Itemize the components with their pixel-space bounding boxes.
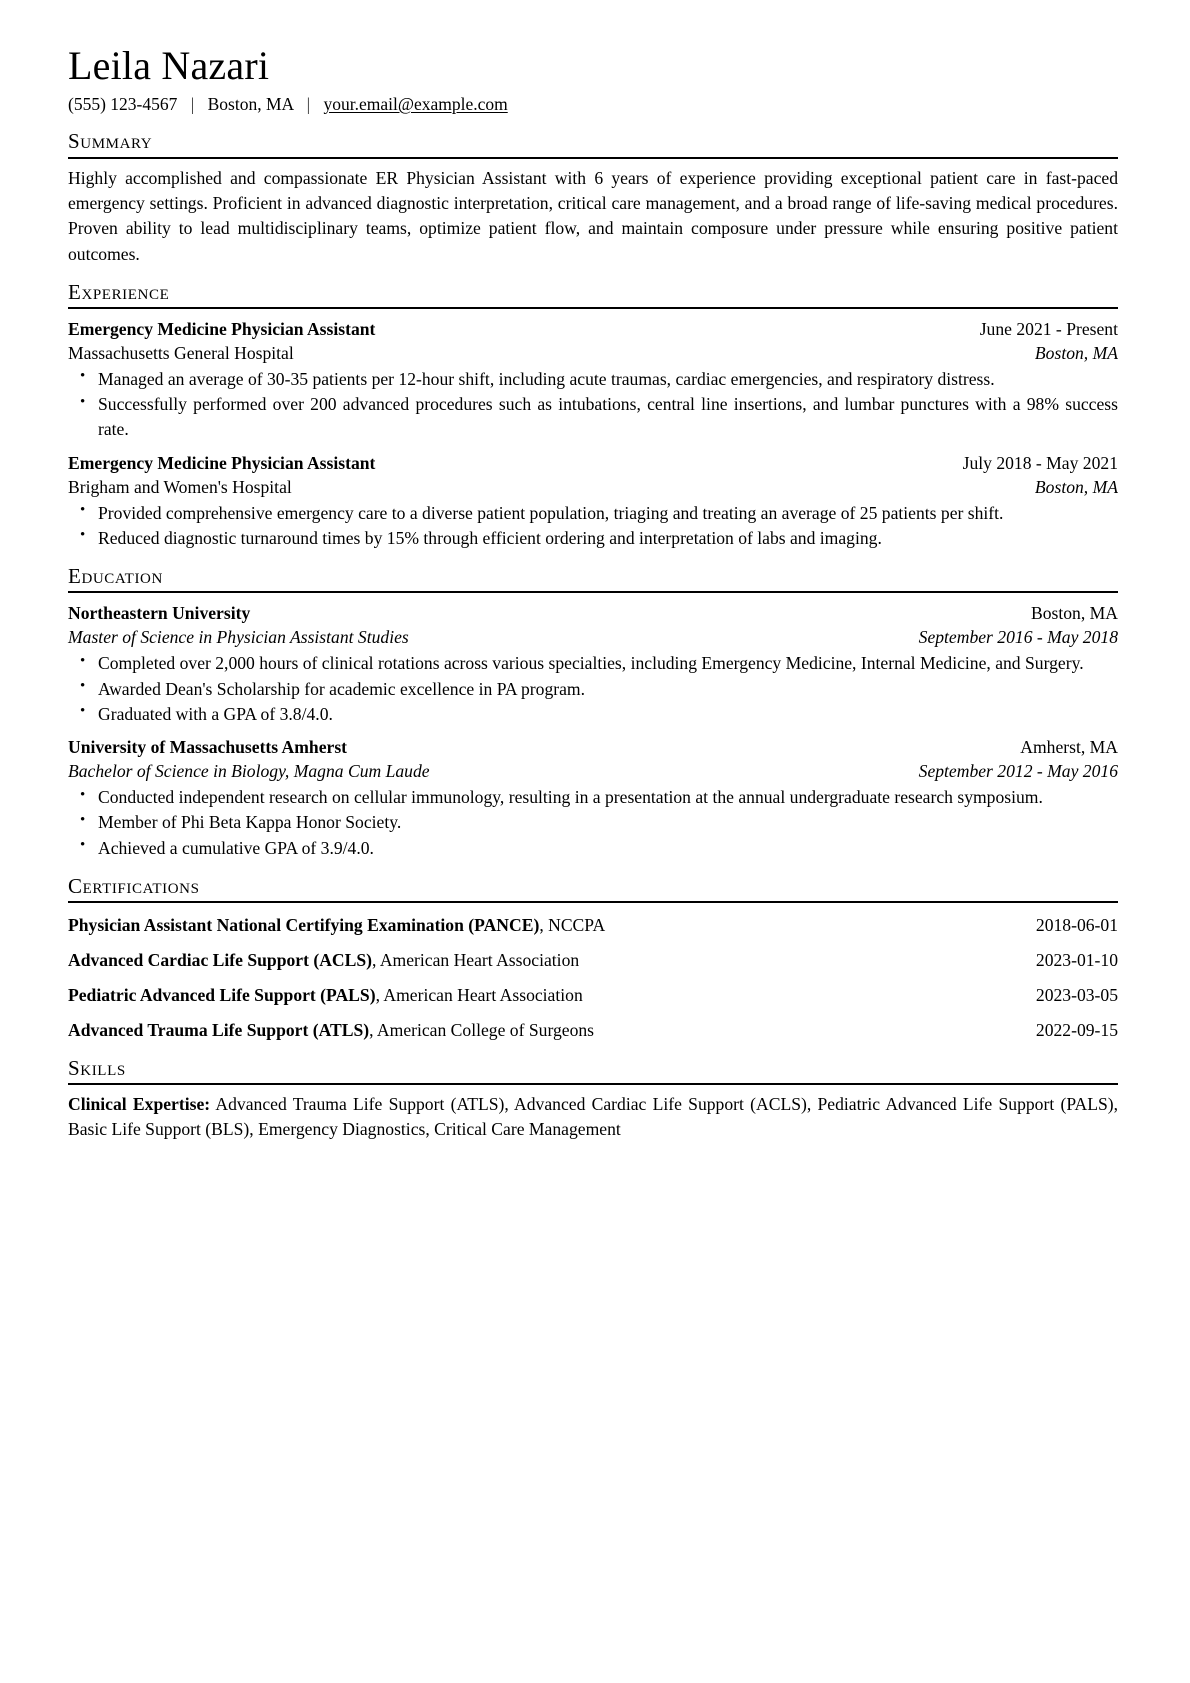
certification-row xyxy=(68,1019,1118,1043)
certification-issuer: American Heart Association xyxy=(383,984,583,1005)
section-title-certifications: Certifications xyxy=(68,874,200,898)
section-title-education: Education xyxy=(68,564,163,589)
certification-row xyxy=(68,984,1118,1008)
certification-label xyxy=(68,914,605,938)
certification-name: Pediatric Advanced Life Support (PALS) xyxy=(68,984,376,1005)
education-entry xyxy=(68,602,1118,727)
skill-group-label: Clinical Expertise: xyxy=(68,1093,211,1114)
section-title-summary: Summary xyxy=(68,129,153,154)
certification-date: 2022-09-15 xyxy=(1035,1019,1118,1040)
section-education xyxy=(68,565,1118,861)
certification-issuer-wrap: , American Heart Association xyxy=(375,984,583,1005)
experience-bullets xyxy=(68,501,1118,552)
degree-name: Master of Science in Physician Assistant Studies xyxy=(68,627,409,648)
phone-number: (555) 123-4567 xyxy=(68,93,178,114)
list-item: • Provided comprehensive emergency care to a diverse patient population, triaging and treating an average of 25 patients per shift. xyxy=(68,501,1118,526)
degree-dates: September 2012 - May 2016 xyxy=(918,761,1118,782)
section-rule-experience xyxy=(68,307,1118,309)
contact-line xyxy=(68,93,1118,117)
section-skills xyxy=(68,1057,1118,1143)
section-experience xyxy=(68,281,1118,551)
education-bullets xyxy=(68,785,1118,861)
list-item: • Managed an average of 30-35 patients per 12-hour shift, including acute traumas, cardiac emergencies, and respiratory distress. xyxy=(68,367,1118,392)
resume-header xyxy=(68,44,1118,116)
list-item: • Successfully performed over 200 advanced procedures such as intubations, central line insertions, and lumbar punctures with a 98% success rate. xyxy=(68,392,1118,443)
education-school-row xyxy=(68,736,1118,760)
job-dates: June 2021 - Present xyxy=(979,318,1118,339)
experience-entry xyxy=(68,452,1118,552)
skill-group-items: Advanced Trauma Life Support (ATLS), Advanced Cardiac Life Support (ACLS), Pediatric Advanced Life Support (PALS), Basic Life Support (BLS), Emergency Diagnostics, Critical Care Management xyxy=(68,1093,1118,1140)
school-name: Northeastern University xyxy=(68,603,251,624)
contact-separator-1: | xyxy=(190,93,195,114)
education-school-row xyxy=(68,602,1118,626)
certification-name: Advanced Cardiac Life Support (ACLS) xyxy=(68,950,372,971)
job-organization: Brigham and Women's Hospital xyxy=(68,476,292,497)
section-rule-summary xyxy=(68,157,1118,159)
job-title: Emergency Medicine Physician Assistant xyxy=(68,318,376,339)
certification-label xyxy=(68,984,583,1008)
certification-date: 2018-06-01 xyxy=(1035,915,1118,936)
summary-text: Highly accomplished and compassionate ER Physician Assistant with 6 years of experience providing exceptional patient care in fast-paced emergency settings. Proficient in advanced diagnostic interpretation, critical care management, and a broad range of life-saving medical procedures. Proven ability to lead multidisciplinary teams, optimize patient flow, and maintain composure under pressure while ensuring positive patient outcomes. xyxy=(68,167,1118,264)
certification-issuer-wrap: , American Heart Association xyxy=(372,950,580,971)
skill-group xyxy=(68,1092,1118,1143)
job-dates: July 2018 - May 2021 xyxy=(962,452,1118,473)
list-item: • Completed over 2,000 hours of clinical rotations across various specialties, including Emergency Medicine, Internal Medicine, and Surgery. xyxy=(68,651,1118,676)
certification-name: Advanced Trauma Life Support (ATLS) xyxy=(68,1019,370,1040)
certification-date: 2023-03-05 xyxy=(1035,984,1118,1005)
candidate-name: Leila Nazari xyxy=(68,43,270,88)
experience-entry xyxy=(68,318,1118,443)
contact-location: Boston, MA xyxy=(207,93,294,114)
school-location: Amherst, MA xyxy=(1020,737,1118,758)
job-title: Emergency Medicine Physician Assistant xyxy=(68,452,376,473)
section-title-experience: Experience xyxy=(68,279,170,304)
certification-name: Physician Assistant National Certifying Examination (PANCE) xyxy=(68,915,540,936)
section-rule-education xyxy=(68,591,1118,593)
certification-issuer-wrap: , NCCPA xyxy=(539,915,606,936)
list-item: • Reduced diagnostic turnaround times by 15% through efficient ordering and interpretation of labs and imaging. xyxy=(68,526,1118,551)
degree-name: Bachelor of Science in Biology, Magna Cum Laude xyxy=(68,761,430,782)
education-bullets xyxy=(68,651,1118,727)
certification-issuer: American Heart Association xyxy=(379,950,580,971)
certification-issuer: American College of Surgeons xyxy=(376,1019,595,1040)
degree-dates: September 2016 - May 2018 xyxy=(918,627,1118,648)
education-degree-row xyxy=(68,760,1118,784)
job-location: Boston, MA xyxy=(1034,342,1118,363)
job-location: Boston, MA xyxy=(1034,476,1118,497)
section-summary xyxy=(68,130,1118,266)
contact-separator-2: | xyxy=(306,93,311,114)
list-item: • Conducted independent research on cellular immunology, resulting in a presentation at the annual undergraduate research symposium. xyxy=(68,785,1118,810)
certification-row xyxy=(68,914,1118,938)
school-location: Boston, MA xyxy=(1030,603,1118,624)
email-link[interactable]: your.email@example.com xyxy=(323,93,508,114)
experience-bullets xyxy=(68,367,1118,443)
list-item: • Awarded Dean's Scholarship for academic excellence in PA program. xyxy=(68,677,1118,702)
school-name: University of Massachusetts Amherst xyxy=(68,737,348,758)
certification-issuer-wrap: , American College of Surgeons xyxy=(369,1019,595,1040)
certification-label xyxy=(68,949,579,973)
certification-issuer: NCCPA xyxy=(548,915,606,936)
section-rule-certifications xyxy=(68,901,1118,903)
job-organization: Massachusetts General Hospital xyxy=(68,342,294,363)
section-rule-skills xyxy=(68,1083,1118,1085)
section-title-skills: Skills xyxy=(68,1055,126,1080)
experience-title-row xyxy=(68,452,1118,476)
list-item: • Achieved a cumulative GPA of 3.9/4.0. xyxy=(68,836,1118,861)
education-degree-row xyxy=(68,626,1118,650)
list-item: • Graduated with a GPA of 3.8/4.0. xyxy=(68,702,1118,727)
education-entry xyxy=(68,736,1118,861)
certification-label xyxy=(68,1019,594,1043)
experience-org-row xyxy=(68,342,1118,366)
experience-org-row xyxy=(68,476,1118,500)
list-item: • Member of Phi Beta Kappa Honor Society. xyxy=(68,810,1118,835)
certification-row xyxy=(68,949,1118,973)
certification-date: 2023-01-10 xyxy=(1035,950,1118,971)
experience-title-row xyxy=(68,318,1118,342)
section-certifications xyxy=(68,875,1118,1043)
